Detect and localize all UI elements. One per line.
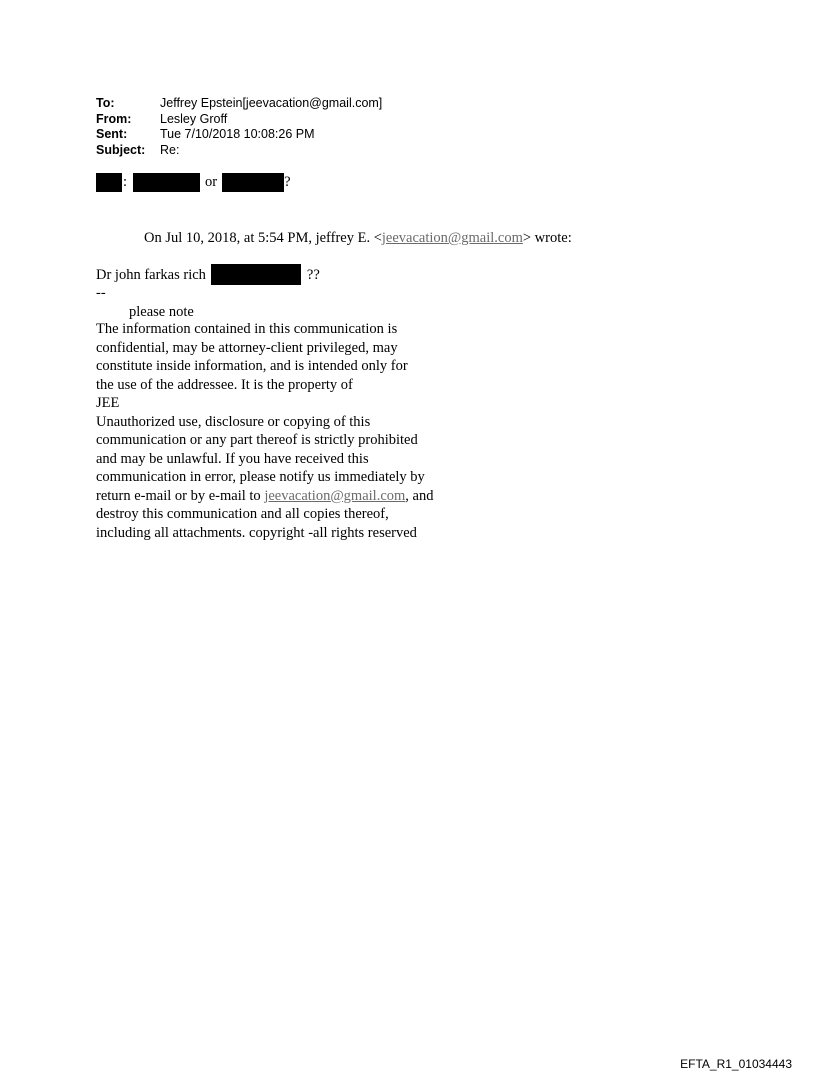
reply-colon: : [123, 174, 128, 190]
from-label: From: [96, 111, 132, 126]
subject-label: Subject: [96, 142, 146, 157]
quoted-message-suffix: ?? [306, 266, 320, 283]
quote-email-link[interactable]: jeevacation@gmail.com [381, 230, 523, 246]
disclaimer-line: and may be unlawful. If you have received this [96, 450, 369, 467]
confidentiality-disclaimer [96, 320, 476, 542]
quote-suffix: > wrote: [522, 230, 572, 246]
disclaimer-line: communication or any part thereof is strictly prohibited [96, 432, 418, 448]
disclaimer-line: JEE [96, 395, 120, 411]
redaction-block [96, 173, 122, 192]
reply-question-mark: ? [284, 174, 291, 190]
sent-label: Sent: [96, 127, 128, 141]
disclaimer-line: confidential, may be attorney-client privileged, may [96, 339, 398, 356]
from-value: Lesley Groff [160, 111, 228, 126]
disclaimer-text: return e-mail or by e-mail to [96, 487, 265, 504]
quoted-attribution [144, 229, 572, 247]
sent-value: Tue 7/10/2018 10:08:26 PM [160, 127, 315, 141]
sent-row [96, 127, 382, 143]
reply-body [96, 172, 291, 192]
email-header [96, 96, 382, 158]
to-label: To: [96, 96, 115, 110]
disclaimer-email-link[interactable]: jeevacation@gmail.com [264, 487, 406, 504]
redaction-block [133, 173, 200, 192]
disclaimer-note-label: please note [129, 304, 194, 320]
disclaimer-line: destroy this communication and all copies thereof, [96, 506, 389, 522]
to-row [96, 96, 382, 112]
subject-value: Re: [160, 142, 180, 157]
subject-row [96, 143, 382, 159]
disclaimer-line: The information contained in this communication is [96, 321, 398, 337]
disclaimer-line: the use of the addressee. It is the property of [96, 376, 353, 393]
disclaimer-line: including all attachments. copyright -all rights reserved [96, 524, 417, 541]
quote-prefix: On Jul 10, 2018, at 5:54 PM, jeffrey E. < [144, 230, 382, 246]
disclaimer-line [96, 487, 476, 506]
from-row [96, 112, 382, 128]
to-value: Jeffrey Epstein[jeevacation@gmail.com] [160, 96, 383, 110]
disclaimer-line: constitute inside information, and is intended only for [96, 358, 408, 374]
disclaimer-line: Unauthorized use, disclosure or copying of this [96, 413, 371, 430]
quoted-message-text: Dr john farkas rich [96, 266, 206, 283]
redaction-block [211, 264, 301, 285]
disclaimer-line: communication in error, please notify us immediately by [96, 469, 425, 485]
reply-or: or [205, 174, 218, 190]
disclaimer-text: , and [405, 487, 434, 504]
quoted-message-line [96, 264, 320, 285]
signature-separator: -- [96, 285, 106, 301]
document-id: EFTA_R1_01034443 [680, 1057, 792, 1071]
redaction-block [222, 173, 284, 192]
